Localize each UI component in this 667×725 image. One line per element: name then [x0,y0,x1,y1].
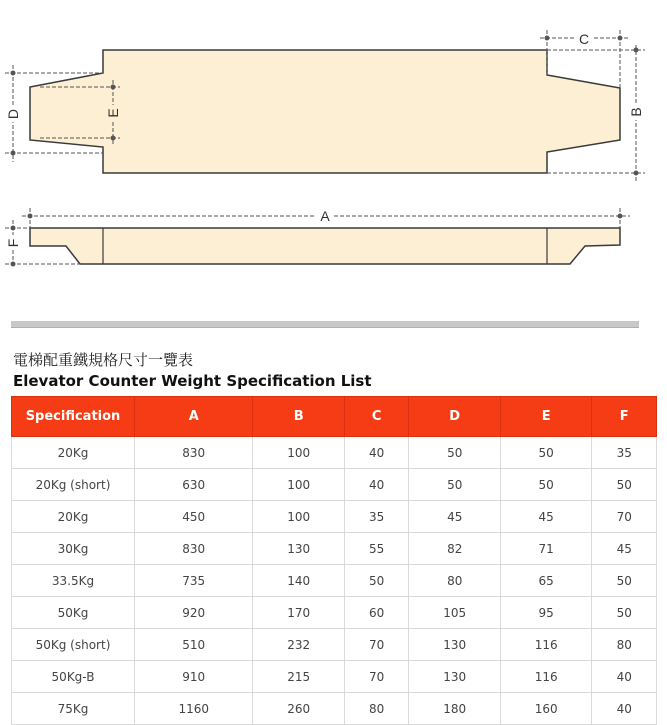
cell-c: 55 [344,533,409,565]
cell-b: 100 [253,469,344,501]
spec-table [11,396,657,725]
title-english: Elevator Counter Weight Specification List [13,372,372,390]
cell-d: 50 [409,437,500,469]
cell-d: 105 [409,597,500,629]
cell-d: 180 [409,693,500,725]
label-c: C [578,31,590,47]
title-chinese: 電梯配重鐵規格尺寸一覽表 [13,351,194,369]
cell-specification: 75Kg [12,693,135,725]
cell-b: 100 [253,501,344,533]
cell-d: 130 [409,661,500,693]
cell-b: 140 [253,565,344,597]
cell-a: 735 [135,565,253,597]
cell-specification: 20Kg (short) [12,469,135,501]
cell-specification: 50Kg-B [12,661,135,693]
header-c: C [344,397,409,437]
section-divider [11,321,639,328]
header-f: F [592,397,657,437]
cell-specification: 30Kg [12,533,135,565]
table-row [12,565,657,597]
table-header-row [12,397,657,437]
side-view-plate [30,228,620,264]
cell-d: 45 [409,501,500,533]
cell-b: 215 [253,661,344,693]
cell-c: 70 [344,661,409,693]
cell-e: 45 [500,501,591,533]
header-a: A [135,397,253,437]
cell-a: 830 [135,533,253,565]
cell-d: 82 [409,533,500,565]
table-row [12,693,657,725]
cell-specification: 50Kg (short) [12,629,135,661]
cell-f: 50 [592,469,657,501]
cell-e: 50 [500,469,591,501]
cell-f: 45 [592,533,657,565]
table-row [12,629,657,661]
label-f: F [5,238,21,248]
cell-a: 1160 [135,693,253,725]
table-row [12,597,657,629]
cell-f: 50 [592,565,657,597]
table-row [12,501,657,533]
cell-a: 510 [135,629,253,661]
cell-specification: 20Kg [12,501,135,533]
cell-d: 50 [409,469,500,501]
label-e: E [105,108,121,118]
cell-a: 910 [135,661,253,693]
cell-a: 830 [135,437,253,469]
cell-f: 50 [592,597,657,629]
cell-e: 116 [500,661,591,693]
counterweight-diagram [0,0,667,300]
cell-b: 232 [253,629,344,661]
header-e: E [500,397,591,437]
cell-a: 920 [135,597,253,629]
cell-a: 630 [135,469,253,501]
cell-d: 130 [409,629,500,661]
cell-a: 450 [135,501,253,533]
cell-c: 50 [344,565,409,597]
label-d: D [5,108,21,120]
cell-e: 116 [500,629,591,661]
cell-e: 50 [500,437,591,469]
label-b: B [628,107,644,117]
table-row [12,533,657,565]
cell-c: 60 [344,597,409,629]
cell-b: 170 [253,597,344,629]
cell-c: 35 [344,501,409,533]
cell-c: 70 [344,629,409,661]
cell-f: 40 [592,661,657,693]
table-body [12,437,657,725]
cell-e: 95 [500,597,591,629]
table-row [12,661,657,693]
header-specification: Specification [12,397,135,437]
table-row [12,437,657,469]
cell-b: 100 [253,437,344,469]
cell-e: 160 [500,693,591,725]
cell-b: 260 [253,693,344,725]
cell-f: 80 [592,629,657,661]
cell-b: 130 [253,533,344,565]
table-row [12,469,657,501]
cell-specification: 33.5Kg [12,565,135,597]
cell-c: 80 [344,693,409,725]
cell-specification: 20Kg [12,437,135,469]
cell-f: 40 [592,693,657,725]
header-b: B [253,397,344,437]
cell-d: 80 [409,565,500,597]
header-d: D [409,397,500,437]
label-a: A [320,208,330,224]
cell-specification: 50Kg [12,597,135,629]
cell-f: 35 [592,437,657,469]
cell-f: 70 [592,501,657,533]
cell-c: 40 [344,437,409,469]
cell-c: 40 [344,469,409,501]
cell-e: 65 [500,565,591,597]
cell-e: 71 [500,533,591,565]
